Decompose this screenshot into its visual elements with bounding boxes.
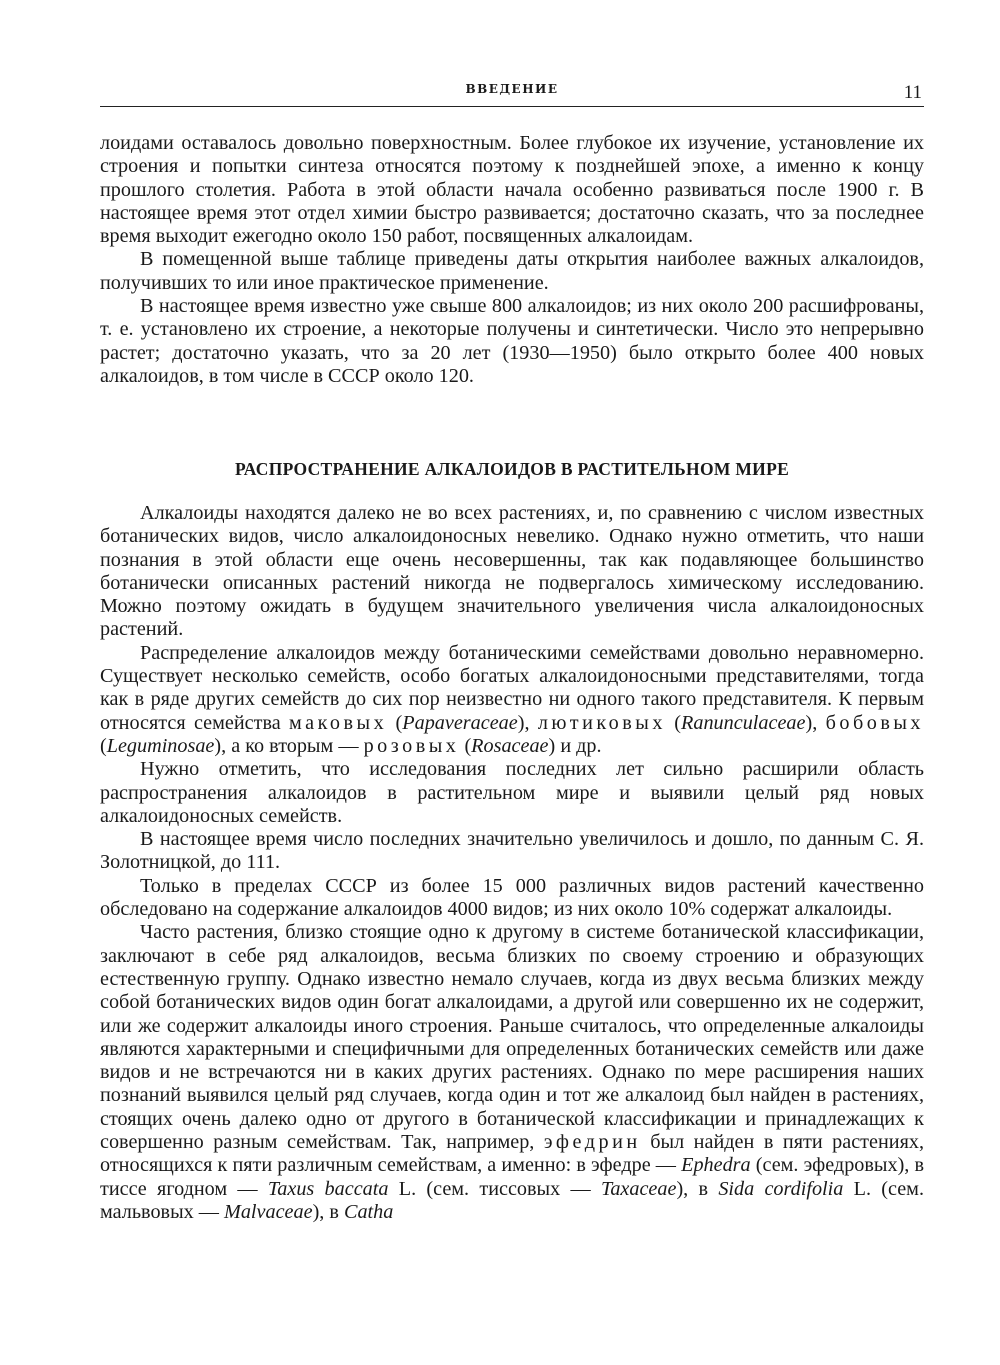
family-name: лютиковых [537, 711, 666, 734]
latin-name: Taxaceae [600, 1177, 677, 1200]
latin-name: Leguminosae [106, 734, 215, 757]
latin-name: Papaveraceae [402, 711, 518, 734]
intro-text-block [100, 132, 924, 388]
paragraph: В настоящее время известно уже свыше 800 алкалоидов; из них около 200 расшифрованы, т. е. установлено их строение, а некоторые получены и синтетически. Число это непрерывно растет; достаточно указать, что за 20 лет (1930—1950) было открыто более 400 новых алкалоидов, в том числе в СССР около 120. [100, 295, 924, 387]
section-text-block [100, 502, 924, 1224]
latin-name: Malvaceae [224, 1200, 313, 1223]
header-rule [100, 106, 924, 107]
latin-name: Catha [343, 1200, 394, 1223]
latin-name: Ranunculaceae [681, 711, 806, 734]
family-name: бобовых [825, 711, 925, 734]
latin-name: Taxus baccata [267, 1177, 389, 1200]
section-heading: РАСПРОСТРАНЕНИЕ АЛКАЛОИДОВ В РАСТИТЕЛЬНОМ МИРЕ [234, 459, 790, 479]
latin-name: Sida cordifolia [718, 1177, 844, 1200]
paragraph: лоидами оставалось довольно поверхностным. Более глубокое их изучение, установление их строения и попытки синтеза относятся поэтому к позднейшей эпохе, а именно к концу прошлого столетия. Работа в этой области начала особенно развиваться после 1900 г. В настоящее время этот отдел химии быстро развивается; достаточно сказать, что за последнее время выходит ежегодно около 150 работ, посвященных алкалоидам. [100, 132, 924, 248]
latin-name: Rosaceae [471, 734, 549, 757]
family-name: маковых [289, 711, 388, 734]
running-head [100, 82, 924, 104]
page-number: 11 [903, 82, 922, 103]
running-title: ВВЕДЕНИЕ [465, 82, 559, 96]
alkaloid-name: эфедрин [543, 1131, 641, 1154]
paragraph: В помещенной выше таблице приведены даты открытия наиболее важных алкалоидов, получивших то или иное практическое применение. [100, 248, 924, 294]
paragraph-families: Распределение алкалоидов между ботаническими семействами довольно неравномерно. Существует несколько семейств, особо богатых алкалоидоносными представителями, тогда как в ряде других семейств до сих пор неизвестно ни одного такого представителя. К первым относятся семейства маковых (Papaveraceae), лютиковых (Ranunculaceae), бобовых (Leguminosae), а ко вторым — розовых (Rosaceae) и др. [100, 641, 925, 757]
paragraph: В настоящее время число последних значительно увеличилось и дошло, по данным С. Я. Золотницкой, до 111. [100, 828, 924, 874]
latin-name: Ephedra [681, 1154, 751, 1177]
paragraph: Только в пределах СССР из более 15 000 различных видов растений качественно обследовано на содержание алкалоидов 4000 видов; из них около 10% содержат алкалоиды. [100, 874, 924, 921]
paragraph: Нужно отметить, что исследования последних лет сильно расширили область распространения алкалоидов в растительном мире и выявили целый ряд новых алкалоидоносных семейств. [100, 758, 924, 827]
paragraph-ephedrine: Часто растения, близко стоящие одно к другому в системе ботанической классификации, заключают в себе ряд алкалоидов, весьма близких по своему строению и образующих естественную группу. Однако известно немало случаев, когда из двух весьма близких между собой ботанических видов один богат алкалоидами, а другой или совершенно их не содержит, или же содержит алкалоиды иного строения. Раньше считалось, что определенные алкалоиды являются характерными и специфичными для определенных ботанических семейств или даже видов и не встречаются ни в каких других растениях. Однако по мере расширения наших познаний выявился целый ряд случаев, когда один и тот же алкалоид был найден в растениях, стоящих очень далеко одно от другого в ботанической классификации и принадлежащих к совершенно разным семействам. Так, например, эфедрин был найден в пяти растениях, относящихся к пяти различным семействам, а именно: в эфедре — Ephedra (сем. эфедровых), в тиссе ягодном — Taxus baccata L. (сем. тиссовых — Taxaceae), в Sida cordifolia L. (сем. мальвовых — Malvaceae), в Catha [100, 921, 925, 1223]
family-name: розовых [363, 734, 460, 757]
paragraph: Алкалоиды находятся далеко не во всех растениях, и, по сравнению с числом известных ботанических видов, число алкалоидоносных невелико. Однако нужно отметить, что наши познания в этой области еще очень несовершенны, так как подавляющее большинство ботанически описанных растений никогда не подвергалось химическому исследованию. Можно поэтому ожидать в будущем значительного увеличения числа алкалоидоносных растений. [100, 502, 924, 641]
